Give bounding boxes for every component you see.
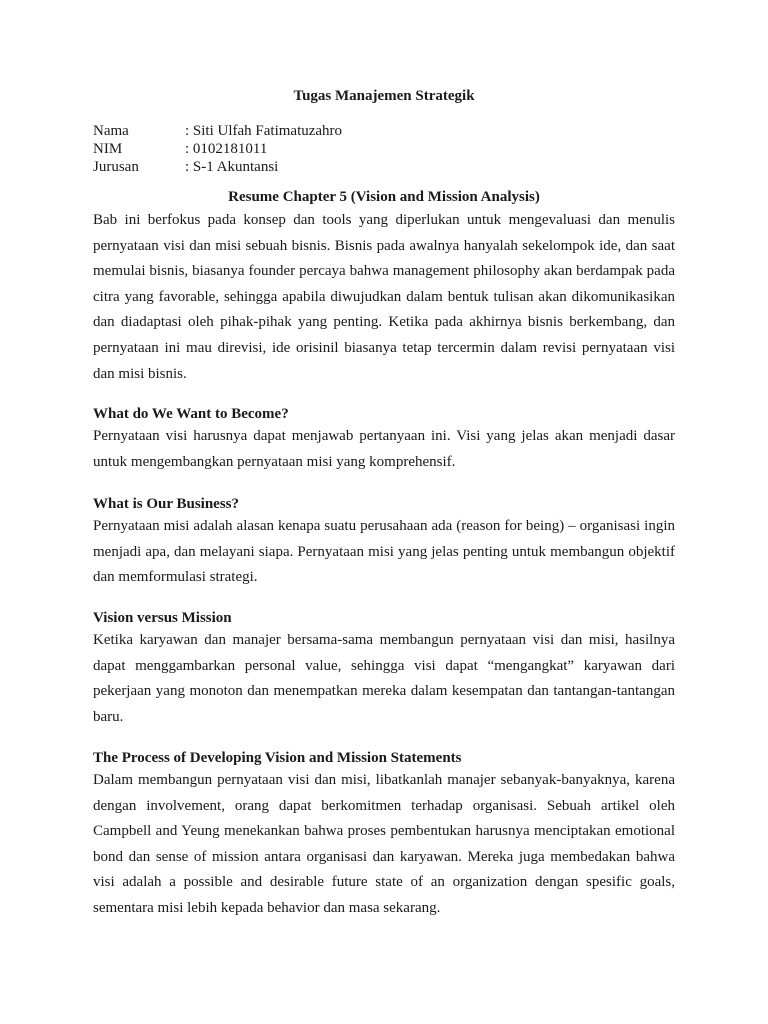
major-label: Jurusan [93,159,139,175]
student-major-row [93,158,278,176]
section-heading: The Process of Developing Vision and Mission Statements [93,750,462,766]
name-label: Nama [93,123,129,139]
section-body: Pernyataan visi harusnya dapat menjawab pertanyaan ini. Visi yang jelas akan menjadi dasar untuk mengembangkan pernyataan misi yang komprehensif. [93,428,675,470]
nim-value: : 0102181011 [185,141,268,157]
document-subtitle: Resume Chapter 5 (Vision and Mission Analysis) [228,189,540,205]
section-heading: What is Our Business? [93,496,240,512]
student-nim-row [93,140,267,158]
section-heading: What do We Want to Become? [93,406,289,422]
section-heading: Vision versus Mission [93,610,232,626]
document-title: Tugas Manajemen Strategik [293,88,475,104]
name-value: : Siti Ulfah Fatimatuzahro [185,123,343,139]
nim-label: NIM [93,141,123,157]
student-name-row [93,122,342,140]
intro-paragraph: Bab ini berfokus pada konsep dan tools yang diperlukan untuk mengevaluasi dan menulis pernyataan visi dan misi sebuah bisnis. Bisnis pada awalnya hanyalah sekelompok ide, dan saat memulai bisnis, biasanya founder percaya bahwa management philosophy akan berdampak pada citra yang favorable, sehingga apabila diwujudkan dalam bentuk tulisan akan dikomunikasikan dan diadaptasi oleh pihak-pihak yang penting. Ketika pada akhirnya bisnis berkembang, dan pernyataan ini mau direvisi, ide orisinil biasanya tetap tercermin dalam revisi pernyataan visi dan misi bisnis. [93,212,675,382]
section-body: Dalam membangun pernyataan visi dan misi, libatkanlah manajer sebanyak-banyaknya, karena dengan involvement, orang dapat berkomitmen terhadap organisasi. Sebuah artikel oleh Campbell and Yeung menekankan bahwa proses pembentukan harusnya menciptakan emotional bond dan sense of mission antara organisasi dan karyawan. Mereka juga membedakan bahwa visi adalah a possible and desirable future state of an organization dengan spesific goals, sementara misi lebih kepada behavior dan masa sekarang. [93,772,675,916]
section-body: Pernyataan misi adalah alasan kenapa suatu perusahaan ada (reason for being) – organisasi ingin menjadi apa, dan melayani siapa. Pernyataan misi yang jelas penting untuk membangun objektif dan memformulasi strategi. [93,518,675,586]
section-body: Ketika karyawan dan manajer bersama-sama membangun pernyataan visi dan misi, hasilnya dapat menggambarkan personal value, sehingga visi dapat “mengangkat” karyawan dari pekerjaan yang monoton dan menempatkan mereka dalam kesempatan dan tantangan-tantangan baru. [93,632,675,725]
major-value: : S-1 Akuntansi [185,159,279,175]
